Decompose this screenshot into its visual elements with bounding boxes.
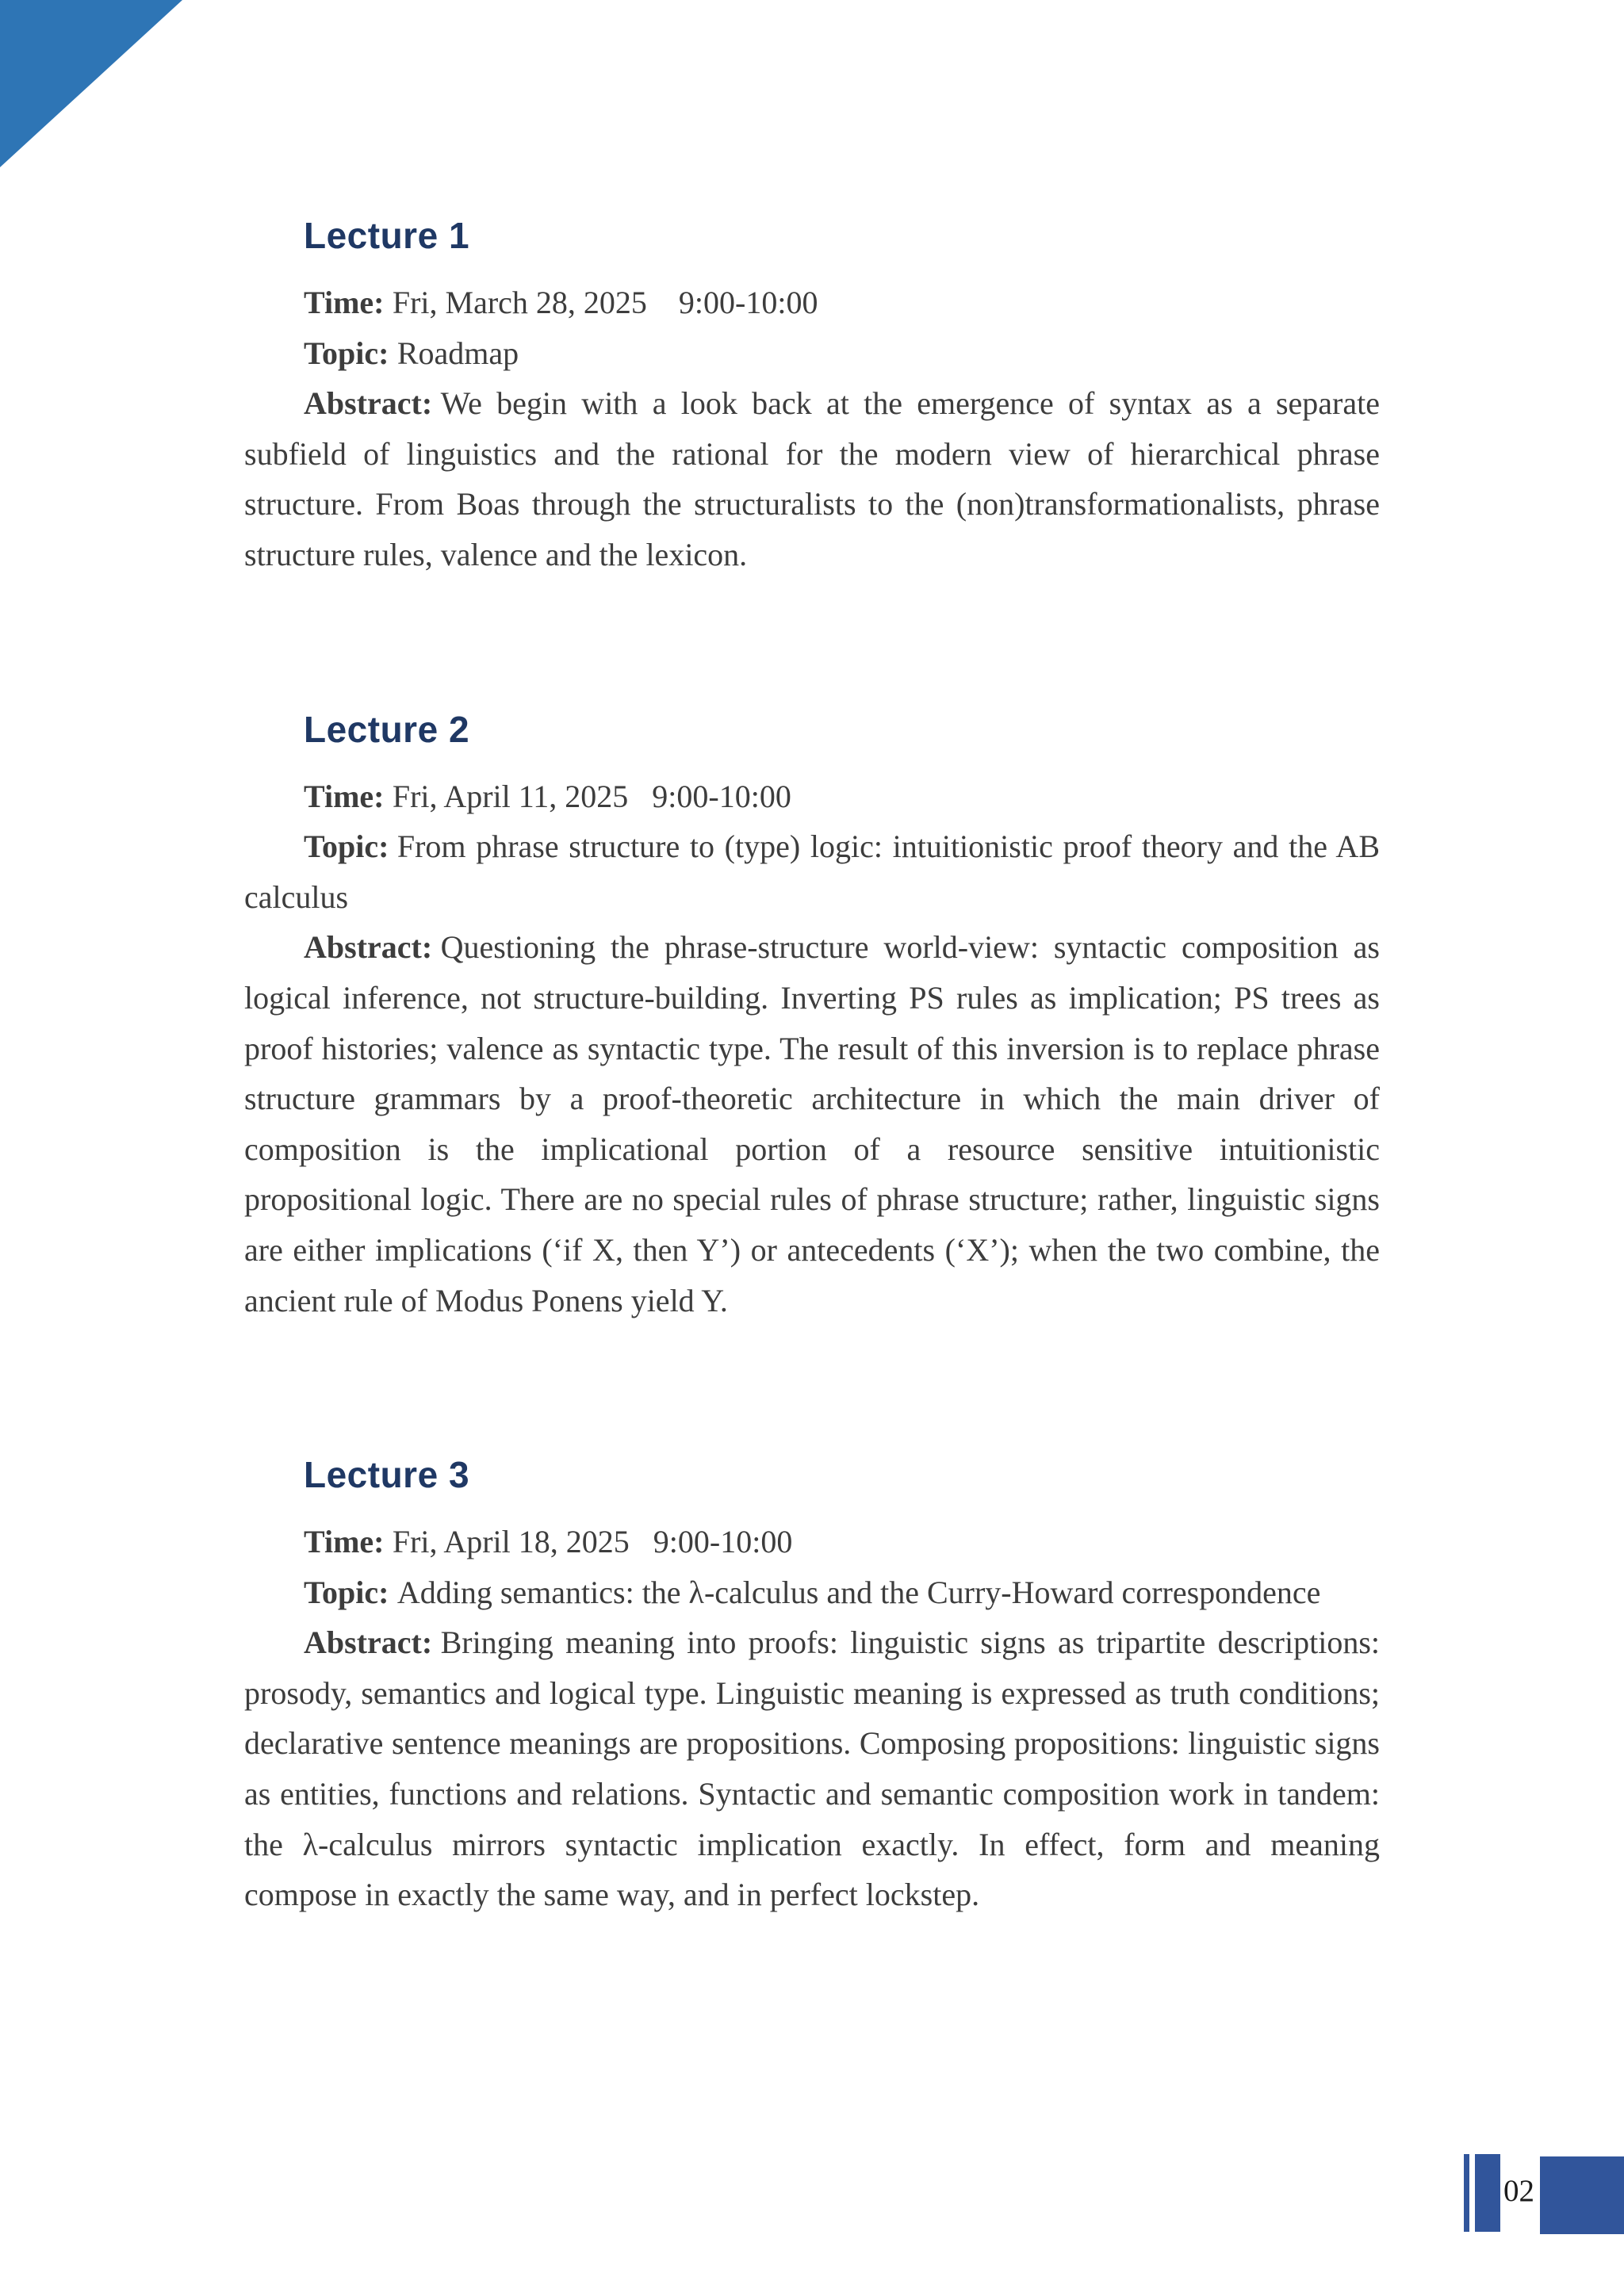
lecture-section-1 xyxy=(244,217,1380,580)
lecture-topic-line xyxy=(244,821,1380,922)
time-label: Time: xyxy=(304,285,385,320)
lecture-time-line xyxy=(244,277,1380,328)
abstract-value: Questioning the phrase-structure world-view: syntactic composition as logical inference, not structure-building. Inverting PS rules as implication; PS trees as proof histories; valence as syntactic type. The result of this inversion is to replace phrase structure grammars by a proof-theoretic architecture in which the main driver of composition is the implicational portion of a resource sensitive intuitionistic propositional logic. There are no special rules of phrase structure; rather, linguistic signs are either implications (‘if X, then Y’) or antecedents (‘X’); when the two combine, the ancient rule of Modus Ponens yield Y. xyxy=(244,929,1380,1318)
topic-label: Topic: xyxy=(304,828,389,865)
lecture-abstract-paragraph xyxy=(244,922,1380,1326)
lecture-title: Lecture 2 xyxy=(304,708,470,750)
topic-value: Roadmap xyxy=(396,335,519,371)
topic-label: Topic: xyxy=(304,1574,389,1610)
lecture-topic-line xyxy=(244,1567,1380,1618)
lecture-abstract-paragraph xyxy=(244,378,1380,580)
footer-accent-block xyxy=(1540,2156,1624,2234)
abstract-label: Abstract: xyxy=(304,385,433,422)
abstract-label: Abstract: xyxy=(304,1624,433,1661)
time-label: Time: xyxy=(304,778,385,814)
time-value: Fri, April 18, 2025 9:00-10:00 xyxy=(392,1524,793,1560)
lecture-section-2 xyxy=(244,708,1380,1326)
abstract-label: Abstract: xyxy=(304,929,433,966)
topic-value: From phrase structure to (type) logic: intuitionistic proof theory and the AB calculus xyxy=(244,828,1380,915)
corner-accent-triangle xyxy=(0,0,182,167)
lecture-section-3 xyxy=(244,1456,1380,1920)
lecture-time-line xyxy=(244,771,1380,822)
time-value: Fri, March 28, 2025 9:00-10:00 xyxy=(392,285,818,320)
page-number: 02 xyxy=(1503,2174,1534,2208)
lecture-topic-line xyxy=(244,328,1380,379)
footer-accent-bar-thin xyxy=(1464,2154,1469,2232)
topic-value: Adding semantics: the λ-calculus and the Curry-Howard correspondence xyxy=(396,1574,1321,1610)
abstract-value: We begin with a look back at the emergence of syntax as a separate subfield of linguistics and the rational for the modern view of hierarchical phrase structure. From Boas through the structuralists to the (non)transformationalists, phrase structure rules, valence and the lexicon. xyxy=(244,385,1380,572)
time-value: Fri, April 11, 2025 9:00-10:00 xyxy=(392,778,791,814)
lecture-title: Lecture 3 xyxy=(304,1454,470,1496)
lecture-list xyxy=(244,0,1380,1920)
abstract-value: Bringing meaning into proofs: linguistic signs as tripartite descriptions: prosody, semantics and logical type. Linguistic meaning is expressed as truth conditions; declarative sentence meanings are propositions. Composing propositions: linguistic signs as entities, functions and relations. Syntactic and semantic composition work in tandem: the λ-calculus mirrors syntactic implication exactly. In effect, form and meaning compose in exactly the same way, and in perfect lockstep. xyxy=(244,1624,1380,1913)
footer-accent-bar-thick xyxy=(1475,2154,1500,2232)
lecture-title: Lecture 1 xyxy=(304,215,470,256)
lecture-abstract-paragraph xyxy=(244,1617,1380,1920)
time-label: Time: xyxy=(304,1524,385,1560)
topic-label: Topic: xyxy=(304,335,389,371)
lecture-time-line xyxy=(244,1517,1380,1567)
